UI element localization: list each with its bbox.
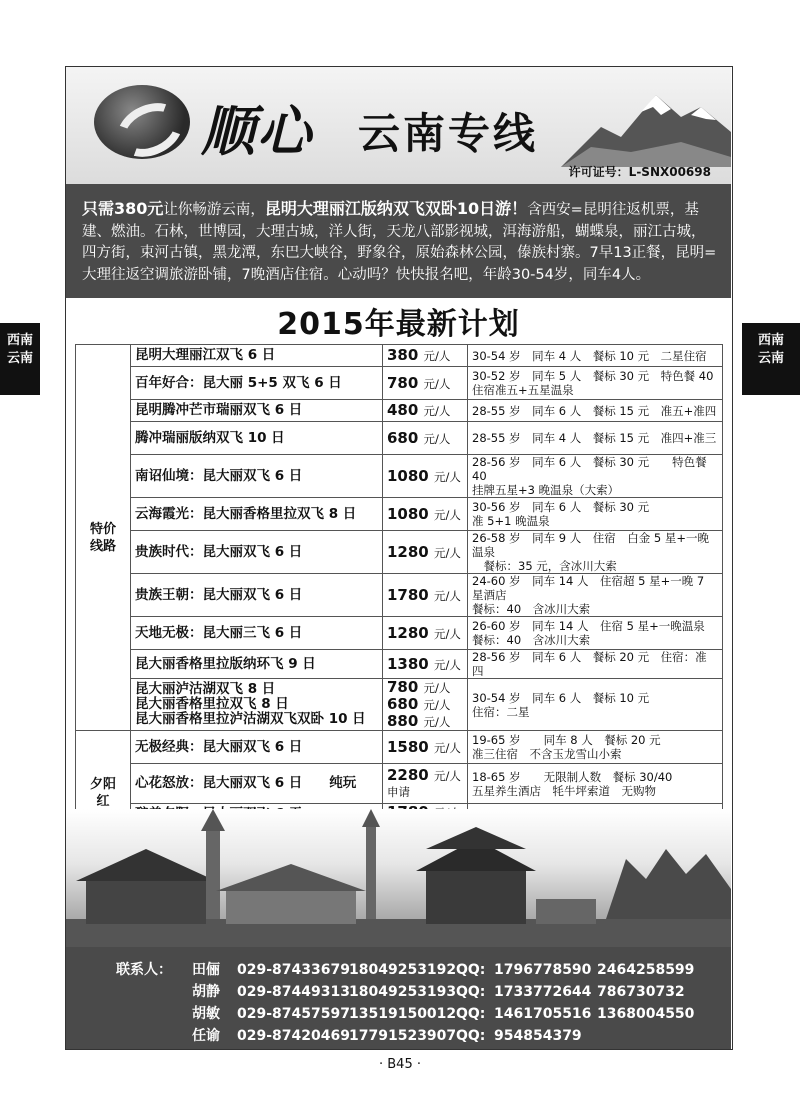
price-value: 880 [387,712,419,730]
category-special: 特价 线路 [76,345,131,731]
side-tab-left: 西南 云南 [0,323,40,395]
route-name: 贵族王朝：昆大丽双飞 6 日 [131,574,383,617]
plan-row [76,345,723,367]
route-note: 24-60 岁 同车 14 人 住宿超 5 星+一晚 7 星酒店 餐标：40 含冰川大索 [468,574,723,617]
price-value: 1580 [387,737,429,756]
price-value: 480 [387,401,419,419]
category-sunset: 夕阳 红 [76,731,131,856]
contact-qq: 1461705516 [494,1006,592,1022]
plan-row [76,531,723,574]
price-value: 2280 [387,766,429,784]
contact-mobile: 17791523907 [349,1028,457,1044]
route-name: 腾冲瑞丽版纳双飞 10 日 [131,422,383,455]
price-unit: 元/人 [423,349,451,363]
qq-label: QQ: [456,984,486,1000]
route-note: 30-54 岁 同车 4 人 餐标 10 元 二星住宿 [468,345,723,367]
price-unit: 元/人 [433,769,461,783]
brand-logo-icon [94,85,190,159]
promo-highlight: 昆明大理丽江版纳双飞双卧10日游！ [264,199,528,218]
route-name: 天地无极：昆大丽三飞 6 日 [131,617,383,650]
route-name: 昆明大理丽江双飞 6 日 [131,345,383,367]
plan-row [76,498,723,531]
route-price [383,650,468,679]
route-price [383,345,468,367]
contact-qq: 1796778590 [494,962,592,978]
price-unit: 元/人 [433,740,461,755]
contact-phone: 029-87420469 [237,1028,350,1044]
contact-qq: 1368004550 [597,1006,695,1022]
price-sub: 申请 [387,785,410,799]
contact-mobile: 18049253192 [349,962,457,978]
plan-row [76,650,723,679]
route-note: 28-55 岁 同车 6 人 餐标 15 元 准五+准四 [468,400,723,422]
qq-label: QQ: [456,962,486,978]
side-tab-right: 西南 云南 [742,323,800,395]
price-unit: 元/人 [433,588,461,603]
plan-row [76,455,723,498]
price-value: 1280 [387,623,429,642]
price-unit: 元/人 [433,469,461,484]
contact-name: 胡静 [192,984,220,1000]
route-name: 心花怒放：昆大丽双飞 6 日 纯玩 [131,764,383,804]
price-value: 1780 [387,585,429,604]
contact-row [66,959,731,981]
route-note: 28-56 岁 同车 6 人 餐标 30 元 特色餐 40 挂牌五星+3 晚温泉（大索） [468,455,723,498]
price-value: 780 [387,373,419,392]
plan-row [76,422,723,455]
price-unit: 元/人 [433,626,461,641]
contact-phone: 029-87457597 [237,1006,350,1022]
contact-qq: 1733772644 [494,984,592,1000]
route-name: 昆明腾冲芒市瑞丽双飞 6 日 [131,400,383,422]
price-unit: 元/人 [433,657,461,672]
brand-name: 顺心 [201,99,313,163]
contact-name: 胡敏 [192,1006,220,1022]
route-note: 19-65 岁 同车 8 人 餐标 20 元 准三住宿 不含玉龙雪山小索 [468,731,723,764]
contacts-panel [66,947,731,1049]
promo-lead: 只需380元 [82,199,164,218]
advert-page [65,66,733,1050]
route-price [383,498,468,531]
route-price [383,367,468,400]
contact-row [66,981,731,1003]
route-note: 28-56 岁 同车 6 人 餐标 20 元 住宿：准四 [468,650,723,679]
plan-row [76,574,723,617]
contact-qq: 2464258599 [597,962,695,978]
promo-body: 含西安=昆明往返机票，基建、燃油。石林，世博园，大理古城，洋人街，天龙八部影视城，洱海游船，蝴蝶泉，丽江古城，四方街，束河古镇，黑龙潭，东巴大峡谷，野象谷，原始森林公园，傣族村寨。7早13正餐，昆明=大理往返空调旅游卧铺，7晚酒店住宿。心动吗？快快报名吧，年龄30-54岁，同车4人。 [82,202,717,283]
route-name-group [131,679,383,731]
plan-row [76,617,723,650]
route-note: 30-56 岁 同车 6 人 餐标 30 元 准 5+1 晚温泉 [468,498,723,531]
route-name: 贵族时代：昆大丽双飞 6 日 [131,531,383,574]
contact-name: 任谕 [192,1028,220,1044]
plan-row [76,367,723,400]
price-unit: 元/人 [423,715,451,729]
contact-phone: 029-87433679 [237,962,350,978]
contact-name: 田俪 [192,962,220,978]
price-unit: 元/人 [423,404,451,418]
contact-qq: 954854379 [494,1028,582,1044]
contact-mobile: 18049253193 [349,984,457,1000]
price-value: 1080 [387,466,429,485]
page-title: 云南专线 [358,109,539,158]
price-value: 380 [387,346,419,364]
contact-phone: 029-87449313 [237,984,350,1000]
route-price [383,400,468,422]
route-note: 30-54 岁 同车 6 人 餐标 10 元 住宿：二星 [468,679,723,731]
snow-mountain-icon [561,87,731,167]
route-name: 百年好合：昆大丽 5+5 双飞 6 日 [131,367,383,400]
plans-table [75,344,723,856]
route-price [383,764,468,804]
price-unit: 元/人 [433,545,461,560]
route-name: 南诏仙境：昆大丽双飞 6 日 [131,455,383,498]
plan-row [76,764,723,804]
plan-row [76,400,723,422]
price-value: 1380 [387,654,429,673]
plan-row-group [76,679,723,731]
route-price [383,574,468,617]
plan-row [76,731,723,764]
page-number: · B45 · [379,1057,421,1072]
price-line [387,713,463,730]
price-line [387,679,463,696]
price-unit: 元/人 [433,507,461,522]
price-value: 1080 [387,504,429,523]
contact-row [66,1025,731,1047]
price-value: 1280 [387,542,429,561]
price-value: 680 [387,428,419,447]
route-note: 28-55 岁 同车 4 人 餐标 15 元 准四+准三 [468,422,723,455]
price-unit: 元/人 [423,698,451,712]
route-price [383,731,468,764]
price-unit: 元/人 [423,681,451,695]
route-price-group [383,679,468,731]
scenery-banner [66,809,731,947]
route-note: 26-60 岁 同车 14 人 住宿 5 星+一晚温泉 餐标：40 含冰川大索 [468,617,723,650]
route-name: 昆大丽香格里拉双飞 8 日 [135,696,289,712]
route-price [383,455,468,498]
contact-mobile: 13519150012 [349,1006,457,1022]
promo-banner [66,184,731,298]
contact-label: 联系人： [116,962,172,978]
temple-skyline-icon [66,809,731,947]
price-value: 680 [387,695,419,713]
route-price [383,531,468,574]
route-name: 昆大丽泸沽湖双飞 8 日 [135,681,276,697]
route-name: 云海霞光：昆大丽香格里拉双飞 8 日 [131,498,383,531]
plan-title: 2015年最新计划 [277,307,520,342]
promo-lead-rest: 让你畅游云南， [163,202,265,218]
contact-qq: 786730732 [597,984,685,1000]
header [66,67,731,184]
route-note: 26-58 岁 同车 9 人 住宿 白金 5 星+一晚温泉 餐标：35 元，含冰川大索 [468,531,723,574]
license-number: 许可证号：L-SNX00698 [568,165,711,179]
price-line [387,696,463,713]
qq-label: QQ: [456,1006,486,1022]
route-name: 昆大丽香格里拉版纳环飞 9 日 [131,650,383,679]
route-price [383,422,468,455]
route-note: 18-65 岁 无限制人数 餐标 30/40 五星养生酒店 牦牛坪索道 无购物 [468,764,723,804]
route-note: 30-52 岁 同车 5 人 餐标 30 元 特色餐 40 住宿准五+五星温泉 [468,367,723,400]
contact-row [66,1003,731,1025]
route-name: 无极经典：昆大丽双飞 6 日 [131,731,383,764]
route-name: 昆大丽香格里拉泸沽湖双飞双卧 10 日 [135,711,366,727]
qq-label: QQ: [456,1028,486,1044]
price-unit: 元/人 [423,376,451,391]
route-price [383,617,468,650]
price-value: 780 [387,678,419,696]
price-unit: 元/人 [423,431,451,446]
